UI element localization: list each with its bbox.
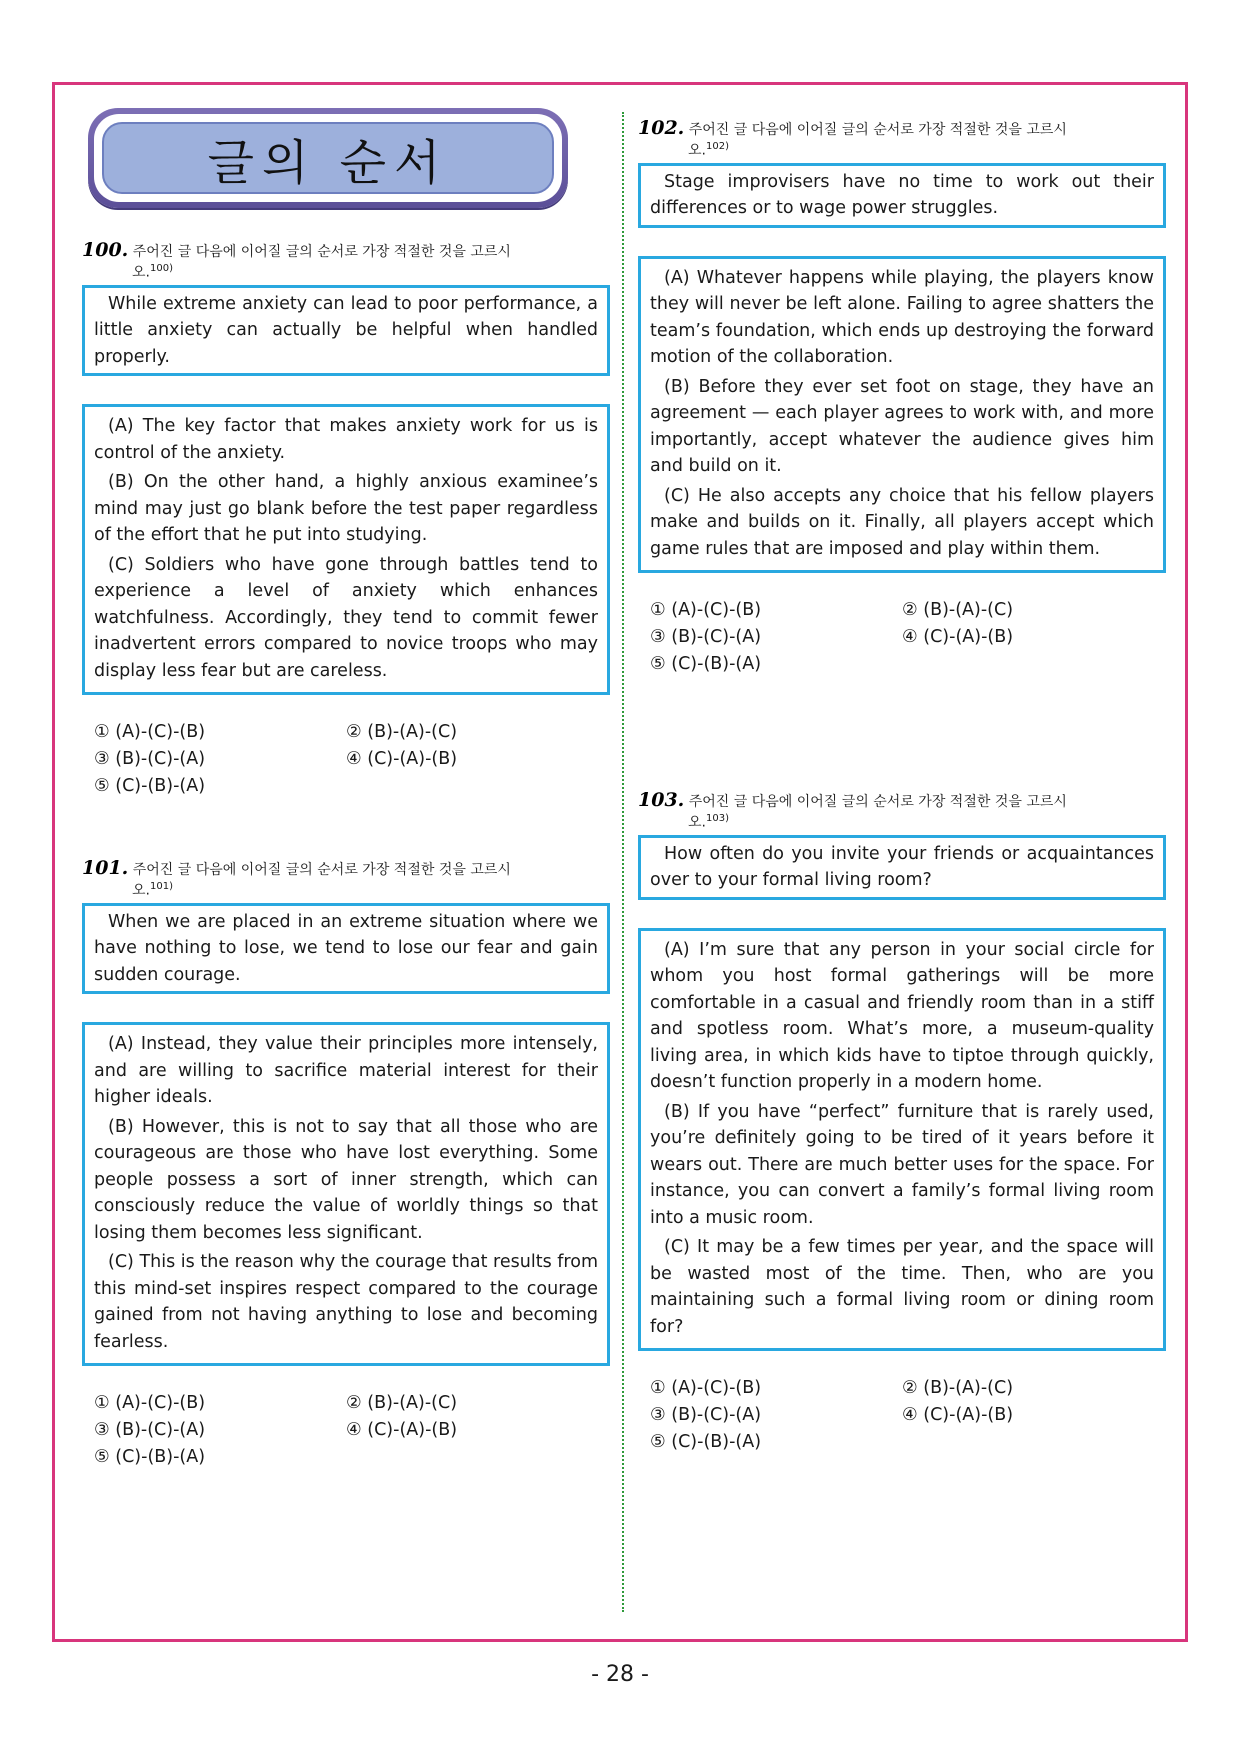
- choice-5[interactable]: ⑤ (C)-(B)-(A): [650, 654, 762, 675]
- paragraph-c: (C) He also accepts any choice that his fellow players make and builds on it. Finally, all players accept which game rules that are imposed and play within them.: [650, 485, 1154, 559]
- options-passage-box: [82, 1022, 610, 1366]
- choice-3[interactable]: ③ (B)-(C)-(A): [94, 749, 206, 770]
- question-number: 100.: [82, 239, 129, 261]
- given-passage-box: [82, 285, 610, 377]
- choice-4[interactable]: ④ (C)-(A)-(B): [346, 1420, 458, 1441]
- paragraph-c: (C) Soldiers who have gone through battles tend to experience a level of anxiety which enhances watchfulness. Accordingly, they tend to commit fewer inadvertent errors compared to novice troops who may display less fear but are careless.: [94, 554, 598, 681]
- paragraph-c: (C) This is the reason why the courage that results from this mind-set inspires respect compared to the courage gained from not having anything to lose and becoming fearless.: [94, 1252, 598, 1352]
- page-title: 글의 순서: [207, 134, 449, 191]
- paragraph-a: (A) The key factor that makes anxiety work for us is control of the anxiety.: [94, 416, 598, 463]
- choice-1[interactable]: ① (A)-(C)-(B): [650, 1378, 762, 1399]
- question-number: 103.: [638, 789, 685, 811]
- paragraph-a: (A) Whatever happens while playing, the players know they will never be left alone. Failing to agree shatters the team’s foundation, which ends up destroying the forward motion of the collaboration.: [650, 267, 1154, 368]
- question-number: 102.: [638, 117, 685, 139]
- question-prompt: 101. 주어진 글 다음에 이어질 글의 순서로 가장 적절한 것을 고르시: [82, 857, 511, 879]
- choice-5[interactable]: ⑤ (C)-(B)-(A): [94, 1447, 206, 1468]
- question-102: 102. 주어진 글 다음에 이어질 글의 순서로 가장 적절한 것을 고르시 오.$^{102)}$ Stage improvisers have no time to work out their differences or to wage power struggles. (A) Whatever happens while playing, the players know they will never be left alone. Failing to agree shatters the team’s foundation, which ends up destroying the forward motion of the collaboration. (B) Before they ever set foot on stage, they have an agreement — each player agrees to work with, and more importantly, accept whatever the audience gives him and build on it. (C) He also accepts any choice that his fellow players make and builds on it. Finally, all players accept which game rules that are imposed and play within them. ① (A)-(C)-(B) ② (B)-(A)-(C) ③ (B)-(C)-(A) ④ (C)-(A)-(B) ⑤ (C)-(B)-(A): [638, 120, 1166, 678]
- options-passage-box: [82, 404, 610, 695]
- given-passage: Stage improvisers have no time to work out their differences or to wage power struggles.: [650, 171, 1154, 219]
- question-prompt: 100. 주어진 글 다음에 이어질 글의 순서로 가장 적절한 것을 고르시: [82, 239, 511, 261]
- footnote-marker: 103): [705, 813, 729, 824]
- footnote-marker: 101): [149, 881, 173, 892]
- paragraph-c: (C) It may be a few times per year, and the space will be wasted most of the time. Then, who are you maintaining such a formal living room or dining room for?: [650, 1237, 1154, 1337]
- choice-2[interactable]: ② (B)-(A)-(C): [346, 722, 458, 743]
- question-number: 101.: [82, 857, 129, 879]
- choice-3[interactable]: ③ (B)-(C)-(A): [94, 1420, 206, 1441]
- choice-5[interactable]: ⑤ (C)-(B)-(A): [94, 776, 206, 797]
- paragraph-b: (B) However, this is not to say that all those who are courageous are those who have lost everything. Some people possess a sort of inner strength, which can consciously reduce the value of worldly things so that losing them becomes less significant.: [94, 1116, 598, 1243]
- column-divider: [622, 112, 624, 1612]
- choice-1[interactable]: ① (A)-(C)-(B): [650, 600, 762, 621]
- choice-3[interactable]: ③ (B)-(C)-(A): [650, 627, 762, 648]
- choice-3[interactable]: ③ (B)-(C)-(A): [650, 1405, 762, 1426]
- given-passage: How often do you invite your friends or acquaintances over to your formal living room?: [650, 843, 1154, 891]
- question-prompt: 103. 주어진 글 다음에 이어질 글의 순서로 가장 적절한 것을 고르시: [638, 789, 1067, 811]
- title-banner: [88, 108, 568, 208]
- footnote-marker: 100): [149, 263, 173, 274]
- paragraph-b: (B) On the other hand, a highly anxious examinee’s mind may just go blank before the test paper regardless of the effort that he put into studying.: [94, 472, 598, 546]
- page-number: - 28 -: [591, 1662, 649, 1687]
- choice-2[interactable]: ② (B)-(A)-(C): [902, 600, 1014, 621]
- choice-2[interactable]: ② (B)-(A)-(C): [902, 1378, 1014, 1399]
- given-passage-box: [638, 835, 1166, 900]
- choice-4[interactable]: ④ (C)-(A)-(B): [902, 1405, 1014, 1426]
- options-passage-box: [638, 256, 1166, 574]
- answer-choices: [82, 719, 610, 800]
- paragraph-a: (A) Instead, they value their principles more intensely, and are willing to sacrifice material interest for their higher ideals.: [94, 1034, 598, 1108]
- choice-4[interactable]: ④ (C)-(A)-(B): [346, 749, 458, 770]
- paragraph-a: (A) I’m sure that any person in your social circle for whom you host formal gatherings will be more comfortable in a casual and friendly room than in a stiff and spotless room. What’s more, a museum-quality living area, in which kids have to tiptoe through quickly, doesn’t function properly in a modern home.: [650, 939, 1154, 1093]
- answer-choices: [638, 1375, 1166, 1456]
- answer-choices: [638, 597, 1166, 678]
- given-passage: When we are placed in an extreme situation where we have nothing to lose, we tend to lose our fear and gain sudden courage.: [94, 911, 598, 985]
- given-passage: While extreme anxiety can lead to poor performance, a little anxiety can actually be helpful when handled properly.: [94, 293, 598, 367]
- question-prompt: 102. 주어진 글 다음에 이어질 글의 순서로 가장 적절한 것을 고르시: [638, 117, 1067, 139]
- answer-choices: [82, 1390, 610, 1471]
- footnote-marker: 102): [705, 141, 729, 152]
- choice-2[interactable]: ② (B)-(A)-(C): [346, 1393, 458, 1414]
- choice-1[interactable]: ① (A)-(C)-(B): [94, 1393, 206, 1414]
- question-100: 100. 주어진 글 다음에 이어질 글의 순서로 가장 적절한 것을 고르시 오.$^{100)}$ While extreme anxiety can lead to poor performance, a little anxiety can actually be helpful when handled properly. (A) The key factor that makes anxiety work for us is control of the anxiety. (B) On the other hand, a highly anxious examinee’s mind may just go blank before the test paper regardless of the effort that he put into studying. (C) Soldiers who have gone through battles tend to experience a level of anxiety which enhances watchfulness. Accordingly, they tend to commit fewer inadvertent errors compared to novice troops who may display less fear but are careless. ① (A)-(C)-(B) ② (B)-(A)-(C) ③ (B)-(C)-(A) ④ (C)-(A)-(B) ⑤ (C)-(B)-(A): [82, 242, 610, 800]
- choice-5[interactable]: ⑤ (C)-(B)-(A): [650, 1432, 762, 1453]
- given-passage-box: [82, 903, 610, 995]
- choice-1[interactable]: ① (A)-(C)-(B): [94, 722, 206, 743]
- options-passage-box: [638, 928, 1166, 1352]
- question-103: 103. 주어진 글 다음에 이어질 글의 순서로 가장 적절한 것을 고르시 오.$^{103)}$ How often do you invite your friends or acquaintances over to your formal living room? (A) I’m sure that any person in your social circle for whom you host formal gatherings will be more comfortable in a casual and friendly room than in a stiff and spotless room. What’s more, a museum-quality living area, in which kids have to tiptoe through quickly, doesn’t function properly in a modern home. (B) If you have “perfect” furniture that is rarely used, you’re definitely going to be tired of it years before it wears out. There are much better uses for the space. For instance, you can convert a family’s formal living room into a music room. (C) It may be a few times per year, and the space will be wasted most of the time. Then, who are you maintaining such a formal living room or dining room for? ① (A)-(C)-(B) ② (B)-(A)-(C) ③ (B)-(C)-(A) ④ (C)-(A)-(B) ⑤ (C)-(B)-(A): [638, 792, 1166, 1456]
- given-passage-box: [638, 163, 1166, 228]
- choice-4[interactable]: ④ (C)-(A)-(B): [902, 627, 1014, 648]
- paragraph-b: (B) If you have “perfect” furniture that is rarely used, you’re definitely going to be tired of it years before it wears out. There are much better uses for the space. For instance, you can convert a family’s formal living room into a music room.: [650, 1101, 1154, 1228]
- question-101: 101. 주어진 글 다음에 이어질 글의 순서로 가장 적절한 것을 고르시 오.$^{101)}$ When we are placed in an extreme situation where we have nothing to lose, we tend to lose our fear and gain sudden courage. (A) Instead, they value their principles more intensely, and are willing to sacrifice material interest for their higher ideals. (B) However, this is not to say that all those who are courageous are those who have lost everything. Some people possess a sort of inner strength, which can consciously reduce the value of worldly things so that losing them becomes less significant. (C) This is the reason why the courage that results from this mind-set inspires respect compared to the courage gained from not having anything to lose and becoming fearless. ① (A)-(C)-(B) ② (B)-(A)-(C) ③ (B)-(C)-(A) ④ (C)-(A)-(B) ⑤ (C)-(B)-(A): [82, 860, 610, 1471]
- paragraph-b: (B) Before they ever set foot on stage, they have an agreement — each player agrees to work with, and more importantly, accept whatever the audience gives him and build on it.: [650, 376, 1154, 477]
